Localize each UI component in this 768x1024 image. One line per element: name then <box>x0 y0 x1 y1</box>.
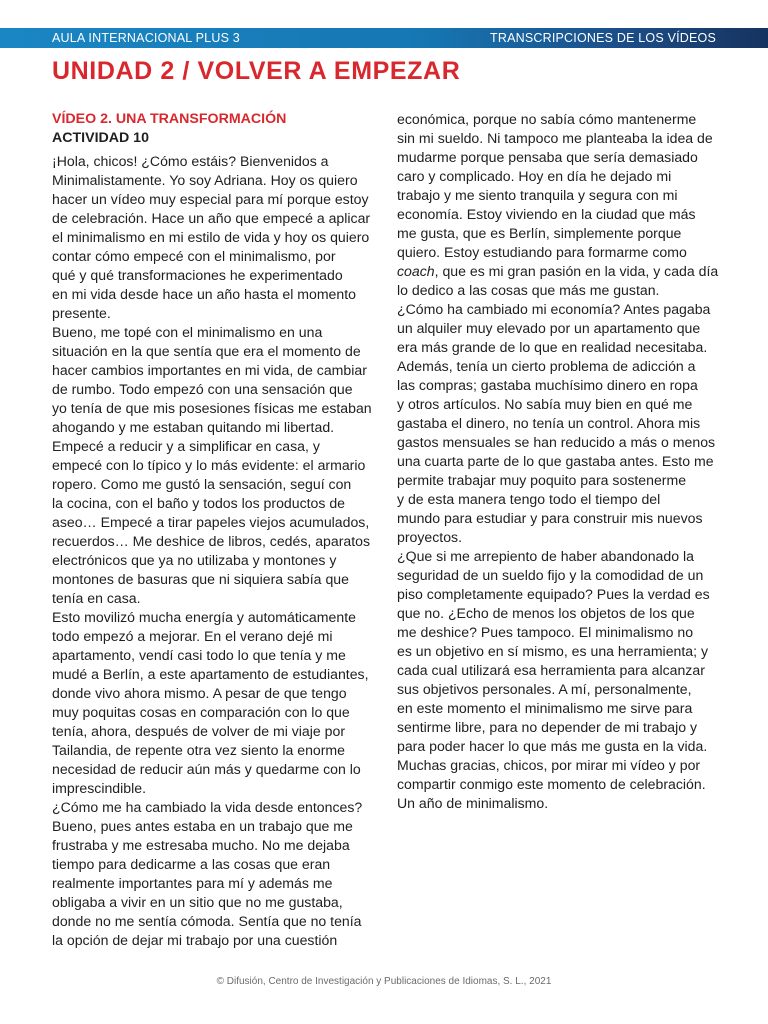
transcript-line: Muchas gracias, chicos, por mirar mi vídeo y por <box>397 757 701 773</box>
transcript-line: cada cual utilizará esa herramienta para alcanzar <box>397 662 705 678</box>
transcript-line: gastos mensuales se han reducido a más o menos <box>397 434 716 450</box>
transcript-line: para poder hacer lo que más me gusta en la vida. <box>397 738 708 754</box>
transcript-line: piso completamente equipado? Pues la verdad es <box>397 586 710 602</box>
transcript-line: de celebración. Hace un año que empecé a aplicar <box>52 210 371 226</box>
book-title: AULA INTERNACIONAL PLUS 3 <box>52 31 240 45</box>
transcript-line: economía. Estoy viviendo en la ciudad que más <box>397 206 696 222</box>
video-title: VÍDEO 2. UNA TRANSFORMACIÓN <box>52 111 287 127</box>
left-column <box>52 110 372 950</box>
transcript-line: aseo… Empecé a tirar papeles viejos acumulados, <box>52 514 370 530</box>
transcript-line: hacer cambios importantes en mi vida, de cambiar <box>52 362 367 378</box>
transcript-line: Esto movilizó mucha energía y automáticamente <box>52 609 356 625</box>
transcript-line: todo empezó a mejorar. En el verano dejé mi <box>52 628 333 644</box>
transcript-line: gastaba el dinero, no tenía un control. Ahora mis <box>397 415 701 431</box>
transcript-line: Minimalistamente. Yo soy Adriana. Hoy os quiero <box>52 172 358 188</box>
transcript-line: Empecé a reducir y a simplificar en casa, y <box>52 438 320 454</box>
transcript-line: ¿Que si me arrepiento de haber abandonado la <box>397 548 694 564</box>
transcript-line: ¡Hola, chicos! ¿Cómo estáis? Bienvenidos a <box>52 153 329 169</box>
transcript-line: mudarme porque pensaba que sería demasiado <box>397 149 698 165</box>
transcript-line: de rumbo. Todo empezó con una sensación que <box>52 381 353 397</box>
transcript-line: empecé con lo típico y lo más evidente: el armario <box>52 457 366 473</box>
transcript-line: me gusta, que es Berlín, simplemente porque <box>397 225 682 241</box>
transcript-line: sentirme libre, para no depender de mi trabajo y <box>397 719 698 735</box>
transcript-line: Bueno, me topé con el minimalismo en una <box>52 324 323 340</box>
transcript-line: tenía, ahora, después de volver de mi viaje por <box>52 723 346 739</box>
transcript-line: y de esta manera tengo todo el tiempo del <box>397 491 661 507</box>
transcript-line: Además, tenía un cierto problema de adicción a <box>397 358 696 374</box>
section-title: TRANSCRIPCIONES DE LOS VÍDEOS <box>490 31 716 45</box>
transcript-line: ¿Cómo ha cambiado mi economía? Antes pagaba <box>397 301 711 317</box>
transcript-line: quiero. Estoy estudiando para formarme como <box>397 244 687 260</box>
right-column <box>397 110 723 813</box>
transcript-line: trabajo y me siento tranquila y segura con mi <box>397 187 678 203</box>
transcript-line: presente. <box>52 305 111 321</box>
transcript-line: donde no me sentía cómoda. Sentía que no tenía <box>52 913 362 929</box>
transcript-line: económica, porque no sabía cómo mantenerme <box>397 111 697 127</box>
transcript-line: sin mi sueldo. Ni tampoco me planteaba la idea de <box>397 130 713 146</box>
transcript-line: compartir conmigo este momento de celebración. <box>397 776 706 792</box>
transcript-line: Bueno, pues antes estaba en un trabajo que me <box>52 818 353 834</box>
transcript-line: montones de basuras que ni siquiera sabía que <box>52 571 349 587</box>
activity-label: ACTIVIDAD 10 <box>52 130 149 146</box>
transcript-line: que no. ¿Echo de menos los objetos de los que <box>397 605 695 621</box>
copyright-footer: © Difusión, Centro de Investigación y Publicaciones de Idiomas, S. L., 2021 <box>216 976 552 987</box>
right-transcript <box>397 110 723 813</box>
transcript-line: lo dedico a las cosas que más me gustan. <box>397 282 660 298</box>
transcript-line: frustraba y me estresaba mucho. No me dejaba <box>52 837 350 853</box>
transcript-line: donde vivo ahora mismo. A pesar de que tengo <box>52 685 347 701</box>
transcript-line: y otros artículos. No sabía muy bien en qué me <box>397 396 693 412</box>
transcript-line: hacer un vídeo muy especial para mí porque estoy <box>52 191 369 207</box>
transcript-line: contar cómo empecé con el minimalismo, por <box>52 248 336 264</box>
transcript-line: ¿Cómo me ha cambiado la vida desde entonces? <box>52 799 363 815</box>
transcript-line: qué y qué transformaciones he experimentado <box>52 267 343 283</box>
transcript-line: un alquiler muy elevado por un apartamento que <box>397 320 701 336</box>
transcript-line: en mi vida desde hace un año hasta el momento <box>52 286 356 302</box>
transcript-line: era más grande de lo que en realidad necesitaba. <box>397 339 708 355</box>
transcript-line: situación en la que sentía que era el momento de <box>52 343 361 359</box>
transcript-line: yo tenía de que mis posesiones físicas me estaban <box>52 400 372 416</box>
transcript-line: apartamento, vendí casi todo lo que tenía y me <box>52 647 346 663</box>
transcript-line: mundo para estudiar y para construir mis nuevos <box>397 510 703 526</box>
transcript-line: una cuarta parte de lo que gastaba antes. Esto me <box>397 453 714 469</box>
transcript-line: la cocina, con el baño y todos los productos de <box>52 495 346 511</box>
transcript-line: permite trabajar muy poquito para sostenerme <box>397 472 687 488</box>
transcript-line: el minimalismo en mi estilo de vida y hoy os quiero <box>52 229 370 245</box>
unit-title: UNIDAD 2 / VOLVER A EMPEZAR <box>52 57 461 85</box>
transcript-line: Tailandia, de repente otra vez siento la enorme <box>52 742 346 758</box>
transcript-line: imprescindible. <box>52 780 146 796</box>
transcript-line: ropero. Como me gustó la sensación, seguí con <box>52 476 352 492</box>
transcript-line: proyectos. <box>397 529 463 545</box>
transcript-line: me deshice? Pues tampoco. El minimalismo no <box>397 624 694 640</box>
transcript-line: coach, que es mi gran pasión en la vida, y cada día <box>397 263 719 279</box>
transcript-line: necesidad de reducir aún más y quedarme con lo <box>52 761 361 777</box>
transcript-line: electrónicos que ya no utilizaba y montones y <box>52 552 337 568</box>
transcript-line: tenía en casa. <box>52 590 141 606</box>
transcript-line: caro y complicado. Hoy en día he dejado mi <box>397 168 672 184</box>
transcript-line: recuerdos… Me deshice de libros, cedés, aparatos <box>52 533 371 549</box>
transcript-line: obligaba a vivir en un sitio que no me gustaba, <box>52 894 343 910</box>
transcript-line: la opción de dejar mi trabajo por una cuestión <box>52 932 338 948</box>
transcript-line: mudé a Berlín, a este apartamento de estudiantes, <box>52 666 369 682</box>
header-bar <box>0 28 768 48</box>
transcript-line: seguridad de un sueldo fijo y la comodidad de un <box>397 567 704 583</box>
transcript-line: realmente importantes para mí y además me <box>52 875 333 891</box>
transcript-line: Un año de minimalismo. <box>397 795 549 811</box>
transcript-line: muy poquitas cosas en comparación con lo que <box>52 704 350 720</box>
transcript-line: ahogando y me estaban quitando mi libertad. <box>52 419 335 435</box>
left-transcript <box>52 152 372 950</box>
transcript-line: las compras; gastaba muchísimo dinero en ropa <box>397 377 698 393</box>
transcript-line: tiempo para dedicarme a las cosas que eran <box>52 856 331 872</box>
transcript-line: sus objetivos personales. A mí, personalmente, <box>397 681 692 697</box>
transcript-line: es un objetivo en sí mismo, es una herramienta; y <box>397 643 708 659</box>
transcript-line: en este momento el minimalismo me sirve para <box>397 700 693 716</box>
